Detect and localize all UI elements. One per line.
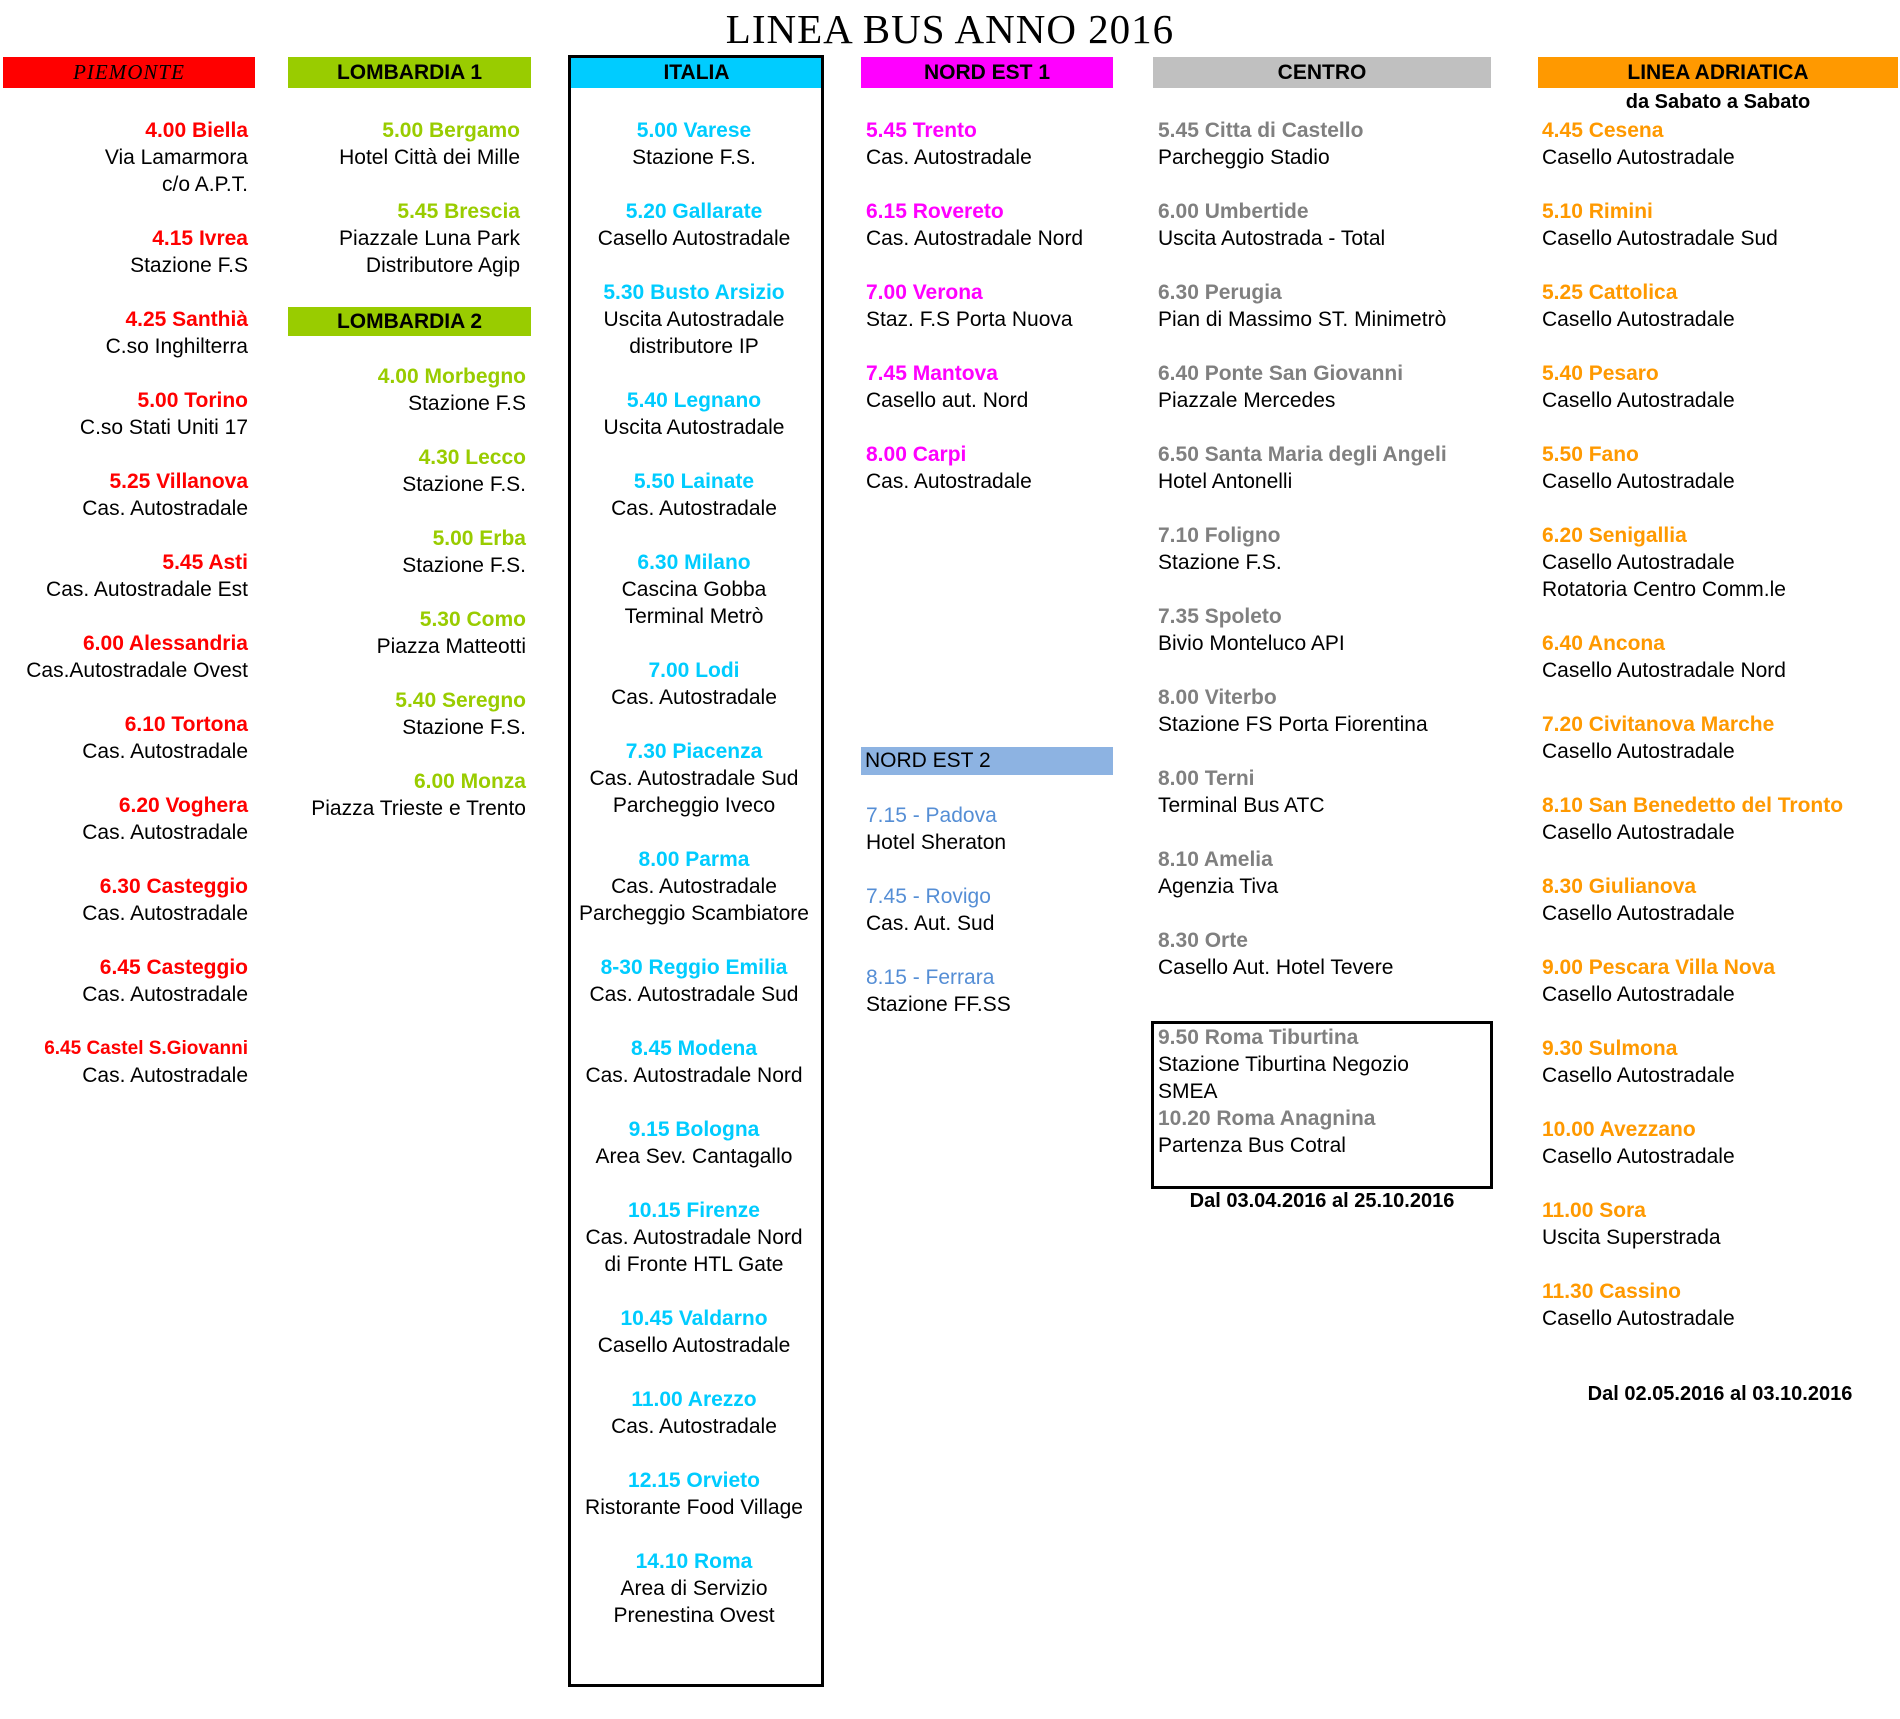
stop-item (571, 1035, 817, 1089)
stop-address: Casello Autostradale (1542, 308, 1735, 331)
stop-time: 8.45 Modena (630, 1037, 758, 1060)
stop-time: 11.30 Cassino (1542, 1280, 1681, 1303)
stop-item (1158, 117, 1493, 171)
stop-address: Terminal Metrò (624, 605, 764, 628)
stop-time: 9.15 Bologna (628, 1118, 760, 1141)
stop-address: Hotel Antonelli (1158, 470, 1293, 493)
stop-time: 12.15 Orvieto (628, 1469, 760, 1492)
stop-item (571, 117, 817, 171)
stop-item (571, 1548, 817, 1629)
italia-column (571, 117, 817, 1656)
header-nord-est-2: NORD EST 2 (861, 747, 1113, 775)
stop-address: C.so Stati Uniti 17 (79, 416, 248, 439)
stop-item (1542, 1035, 1898, 1089)
stop-address: Parcheggio Stadio (1158, 146, 1330, 169)
stop-time: 6.10 Tortona (124, 713, 248, 736)
stop-time: 4.30 Lecco (418, 446, 526, 469)
stop-item (0, 306, 248, 360)
stop-time: 9.30 Sulmona (1542, 1037, 1678, 1060)
stop-address: Stazione Tiburtina Negozio (1158, 1053, 1409, 1076)
stop-address: Piazzale Mercedes (1158, 389, 1336, 412)
stop-time: 11.00 Sora (1542, 1199, 1646, 1222)
stop-item (1542, 630, 1898, 684)
stop-address: SMEA (1158, 1080, 1218, 1103)
stop-item (0, 873, 248, 927)
stop-address: Cas. Autostradale Est (46, 578, 248, 601)
stop-time: 6.00 Monza (413, 770, 526, 793)
stop-address: Casello Autostradale (597, 227, 791, 250)
stop-item (571, 954, 817, 1008)
stop-item (1542, 279, 1898, 333)
stop-address: Uscita Autostradale (603, 416, 785, 439)
stop-address: Stazione FF.SS (866, 993, 1011, 1016)
header-nord-est-1: NORD EST 1 (861, 57, 1113, 88)
header-centro: CENTRO (1153, 57, 1491, 88)
stop-address: Cas. Autostradale (82, 740, 248, 763)
stop-address: Cas. Autostradale (866, 146, 1032, 169)
stop-time: 10.00 Avezzano (1542, 1118, 1696, 1141)
stop-item (1158, 522, 1493, 576)
lombardia-1-column (288, 117, 520, 306)
stop-item (288, 525, 526, 579)
subheader-adriatica: da Sabato a Sabato (1625, 91, 1811, 113)
stop-address: Casello Autostradale (1542, 1064, 1735, 1087)
stop-time: 5.25 Cattolica (1542, 281, 1678, 304)
stop-time: 6.30 Perugia (1158, 281, 1282, 304)
stop-item (1158, 603, 1493, 657)
stop-address: Stazione F.S. (632, 146, 756, 169)
stop-address: Casello Autostradale (1542, 821, 1735, 844)
stop-time: 9.00 Pescara Villa Nova (1542, 956, 1776, 979)
stop-address: Stazione F.S (130, 254, 248, 277)
stop-time: 6.50 Santa Maria degli Angeli (1158, 443, 1447, 466)
stop-time: 7.00 Verona (866, 281, 983, 304)
stop-time: 5.00 Bergamo (382, 119, 520, 142)
stop-item (1542, 954, 1898, 1008)
stop-address: Parcheggio Scambiatore (579, 902, 809, 925)
stop-item (0, 630, 248, 684)
stop-address: Cas. Autostradale Sud (589, 767, 799, 790)
stop-time: 8.10 Amelia (1158, 848, 1273, 871)
stop-item (866, 117, 1118, 171)
stop-address: distributore IP (629, 335, 759, 358)
stop-address: Piazzale Luna Park (339, 227, 520, 250)
stop-address: Casello Autostradale (1542, 983, 1735, 1006)
stop-time: 7.20 Civitanova Marche (1542, 713, 1775, 736)
stop-item (571, 738, 817, 819)
stop-item (1158, 279, 1493, 333)
stop-time: 6.20 Senigallia (1542, 524, 1687, 547)
stop-address: c/o A.P.T. (162, 173, 248, 196)
stop-item (1542, 198, 1898, 252)
stop-time: 8.00 Carpi (866, 443, 967, 466)
stop-item (571, 1305, 817, 1359)
stop-item (1158, 1105, 1488, 1159)
stop-address: Prenestina Ovest (613, 1604, 775, 1627)
nord-est-2-column (866, 802, 1118, 1045)
stop-item (0, 1035, 248, 1089)
stop-item (1542, 522, 1898, 603)
stop-time: 5.30 Busto Arsizio (603, 281, 785, 304)
stop-time: 7.45 Mantova (866, 362, 998, 385)
stop-time: 7.15 - Padova (866, 804, 997, 827)
stop-address: Agenzia Tiva (1158, 875, 1279, 898)
stop-address: Casello Autostradale Nord (1542, 659, 1786, 682)
stop-address: Hotel Città dei Mille (339, 146, 520, 169)
stop-item (1542, 792, 1898, 846)
stop-item (1542, 711, 1898, 765)
stop-address: Distributore Agip (365, 254, 520, 277)
stop-item (571, 657, 817, 711)
stop-time: 8.00 Parma (638, 848, 750, 871)
stop-address: Cas. Autostradale Nord (866, 227, 1084, 250)
stop-item (571, 1116, 817, 1170)
page-title: LINEA BUS ANNO 2016 (725, 6, 1175, 52)
stop-address: Casello Autostradale (597, 1334, 791, 1357)
stop-item (1542, 360, 1898, 414)
stop-item (0, 549, 248, 603)
piemonte-column (0, 117, 248, 1116)
stop-item (288, 687, 526, 741)
stop-time: 6.30 Casteggio (99, 875, 248, 898)
centro-column (1158, 117, 1493, 1008)
stop-address: Stazione F.S (408, 392, 526, 415)
stop-item (571, 198, 817, 252)
stop-address: Cas. Aut. Sud (866, 912, 995, 935)
stop-address: Ristorante Food Village (585, 1496, 803, 1519)
stop-time: 5.45 Citta di Castello (1158, 119, 1364, 142)
stop-address: C.so Inghilterra (105, 335, 248, 358)
stop-address: Uscita Superstrada (1542, 1226, 1721, 1249)
stop-item (1158, 1024, 1488, 1105)
stop-time: 10.45 Valdarno (620, 1307, 768, 1330)
stop-time: 5.45 Trento (866, 119, 977, 142)
stop-address: Via Lamarmora (104, 146, 248, 169)
stop-address: Cas. Autostradale (611, 497, 777, 520)
adriatica-column (1542, 117, 1898, 1359)
stop-time: 5.40 Pesaro (1542, 362, 1659, 385)
stop-address: Cas. Autostradale (82, 902, 248, 925)
nord-est-1-column (866, 117, 1118, 522)
lombardia-2-column (288, 363, 526, 849)
stop-time: 5.50 Fano (1542, 443, 1639, 466)
stop-time: 8.00 Viterbo (1158, 686, 1277, 709)
stop-address: Casello Aut. Hotel Tevere (1158, 956, 1394, 979)
stop-address: Cas. Autostradale (82, 497, 248, 520)
header-linea-adriatica: LINEA ADRIATICA (1538, 57, 1898, 88)
stop-address: Stazione F.S. (1158, 551, 1282, 574)
stop-item (1158, 684, 1493, 738)
stop-address: Rotatoria Centro Comm.le (1542, 578, 1786, 601)
stop-time: 8.30 Orte (1158, 929, 1248, 952)
stop-time: 7.00 Lodi (648, 659, 740, 682)
stop-item (288, 117, 520, 171)
stop-time: 5.45 Asti (162, 551, 248, 574)
stop-time: 5.25 Villanova (109, 470, 248, 493)
stop-item (1158, 846, 1493, 900)
stop-address: Casello Autostradale (1542, 551, 1735, 574)
stop-time: 7.10 Foligno (1158, 524, 1281, 547)
stop-item (866, 441, 1118, 495)
stop-address: Cas. Autostradale (82, 983, 248, 1006)
stop-time: 6.45 Casteggio (99, 956, 248, 979)
stop-item (571, 1467, 817, 1521)
stop-item (1158, 198, 1493, 252)
stop-address: Cas. Autostradale (82, 1064, 248, 1087)
stop-time: 6.30 Milano (637, 551, 751, 574)
stop-time: 6.40 Ancona (1542, 632, 1665, 655)
stop-time: 9.50 Roma Tiburtina (1158, 1026, 1359, 1049)
stop-address: di Fronte HTL Gate (604, 1253, 784, 1276)
stop-item (0, 225, 248, 279)
stop-address: Staz. F.S Porta Nuova (866, 308, 1073, 331)
stop-item (571, 279, 817, 360)
stop-address: Parcheggio Iveco (612, 794, 776, 817)
stop-address: Cas.Autostradale Ovest (26, 659, 248, 682)
header-lombardia-2: LOMBARDIA 2 (288, 307, 531, 336)
stop-item (866, 964, 1118, 1018)
stop-address: Casello Autostradale Sud (1542, 227, 1778, 250)
stop-address: Area di Servizio (620, 1577, 768, 1600)
stop-item (866, 198, 1118, 252)
stop-time: 5.00 Erba (432, 527, 526, 550)
stop-item (1158, 927, 1493, 981)
stop-address: Terminal Bus ATC (1158, 794, 1325, 817)
stop-address: Casello Autostradale (1542, 1307, 1735, 1330)
stop-address: Piazza Matteotti (376, 635, 526, 658)
stop-address: Stazione FS Porta Fiorentina (1158, 713, 1428, 736)
stop-address: Casello Autostradale (1542, 146, 1735, 169)
stop-time: 8.30 Giulianova (1542, 875, 1697, 898)
stop-item (571, 468, 817, 522)
stop-address: Pian di Massimo ST. Minimetrò (1158, 308, 1447, 331)
stop-address: Uscita Autostrada - Total (1158, 227, 1386, 250)
stop-address: Cas. Autostradale Nord (585, 1064, 803, 1087)
stop-item (1542, 873, 1898, 927)
stop-address: Stazione F.S. (402, 473, 526, 496)
stop-time: 5.00 Torino (137, 389, 248, 412)
stop-item (0, 387, 248, 441)
header-italia: ITALIA (571, 57, 822, 88)
stop-address: Casello Autostradale (1542, 902, 1735, 925)
stop-address: Cas. Autostradale Sud (589, 983, 799, 1006)
stop-time: 6.15 Rovereto (866, 200, 1004, 223)
stop-address: Cas. Autostradale (82, 821, 248, 844)
stop-time: 6.40 Ponte San Giovanni (1158, 362, 1404, 385)
stop-time: 7.35 Spoleto (1158, 605, 1282, 628)
stop-time: 4.45 Cesena (1542, 119, 1664, 142)
header-lombardia-1: LOMBARDIA 1 (288, 57, 531, 88)
stop-address: Cas. Autostradale (611, 875, 777, 898)
stop-item (1542, 441, 1898, 495)
stop-address: Stazione F.S. (402, 554, 526, 577)
stop-item (571, 387, 817, 441)
stop-time: 7.30 Piacenza (625, 740, 763, 763)
stop-time: 6.45 Castel S.Giovanni (44, 1038, 248, 1059)
stop-time: 5.40 Legnano (626, 389, 762, 412)
stop-item (1158, 360, 1493, 414)
stop-address: Uscita Autostradale (603, 308, 785, 331)
stop-time: 10.15 Firenze (628, 1199, 760, 1222)
header-piemonte: PIEMONTE (3, 57, 255, 88)
stop-item (1542, 1197, 1898, 1251)
stop-item (1542, 117, 1898, 171)
stop-item (0, 117, 248, 198)
stop-address: Stazione F.S. (402, 716, 526, 739)
centro-validity-note: Dal 03.04.2016 al 25.10.2016 (1189, 1190, 1455, 1212)
stop-time: 8.10 San Benedetto del Tronto (1542, 794, 1844, 817)
stop-time: 11.00 Arezzo (631, 1388, 757, 1411)
stop-time: 6.00 Alessandria (83, 632, 248, 655)
stop-address: Cas. Autostradale Nord (585, 1226, 803, 1249)
stop-time: 8.15 - Ferrara (866, 966, 995, 989)
stop-address: Casello aut. Nord (866, 389, 1029, 412)
stop-address: Area Sev. Cantagallo (595, 1145, 793, 1168)
stop-address: Casello Autostradale (1542, 740, 1735, 763)
stop-item (0, 792, 248, 846)
stop-address: Hotel Sheraton (866, 831, 1007, 854)
stop-item (288, 363, 526, 417)
stop-time: 8.00 Terni (1158, 767, 1255, 790)
stop-time: 5.50 Lainate (633, 470, 755, 493)
stop-time: 6.20 Voghera (118, 794, 248, 817)
stop-address: Casello Autostradale (1542, 1145, 1735, 1168)
stop-item (571, 1197, 817, 1278)
stop-item (1542, 1278, 1898, 1332)
stop-item (571, 549, 817, 630)
stop-time: 5.00 Varese (636, 119, 752, 142)
stop-time: 8-30 Reggio Emilia (600, 956, 788, 979)
stop-address: Cascina Gobba (621, 578, 767, 601)
stop-item (571, 1386, 817, 1440)
stop-time: 4.15 Ivrea (152, 227, 248, 250)
stop-time: 5.30 Como (419, 608, 526, 631)
stop-item (866, 360, 1118, 414)
stop-address: Cas. Autostradale (611, 686, 777, 709)
stop-time: 5.40 Seregno (395, 689, 526, 712)
stop-item (866, 802, 1118, 856)
stop-time: 5.20 Gallarate (625, 200, 763, 223)
stop-item (0, 468, 248, 522)
stop-item (0, 711, 248, 765)
stop-item (0, 954, 248, 1008)
stop-address: Bivio Monteluco API (1158, 632, 1345, 655)
stop-item (1158, 441, 1493, 495)
stop-item (288, 444, 526, 498)
stop-item (288, 606, 526, 660)
stop-time: 5.10 Rimini (1542, 200, 1653, 223)
stop-address: Casello Autostradale (1542, 470, 1735, 493)
stop-item (288, 768, 526, 822)
stop-time: 6.00 Umbertide (1158, 200, 1309, 223)
stop-address: Piazza Trieste e Trento (311, 797, 526, 820)
stop-address: Partenza Bus Cotral (1158, 1134, 1346, 1157)
centro-roma-stops (1158, 1024, 1488, 1159)
stop-item (288, 198, 520, 279)
stop-item (866, 279, 1118, 333)
stop-address: Casello Autostradale (1542, 389, 1735, 412)
stop-item (866, 883, 1118, 937)
stop-time: 4.00 Biella (145, 119, 248, 142)
stop-time: 10.20 Roma Anagnina (1158, 1107, 1376, 1130)
stop-time: 7.45 - Rovigo (866, 885, 991, 908)
stop-time: 5.45 Brescia (397, 200, 520, 223)
stop-item (1542, 1116, 1898, 1170)
stop-item (1158, 765, 1493, 819)
stop-time: 4.25 Santhià (125, 308, 248, 331)
stop-time: 4.00 Morbegno (377, 365, 526, 388)
stop-address: Cas. Autostradale (866, 470, 1032, 493)
stop-address: Cas. Autostradale (611, 1415, 777, 1438)
stop-time: 14.10 Roma (635, 1550, 753, 1573)
stop-item (571, 846, 817, 927)
adriatica-validity-note: Dal 02.05.2016 al 03.10.2016 (1587, 1383, 1853, 1405)
